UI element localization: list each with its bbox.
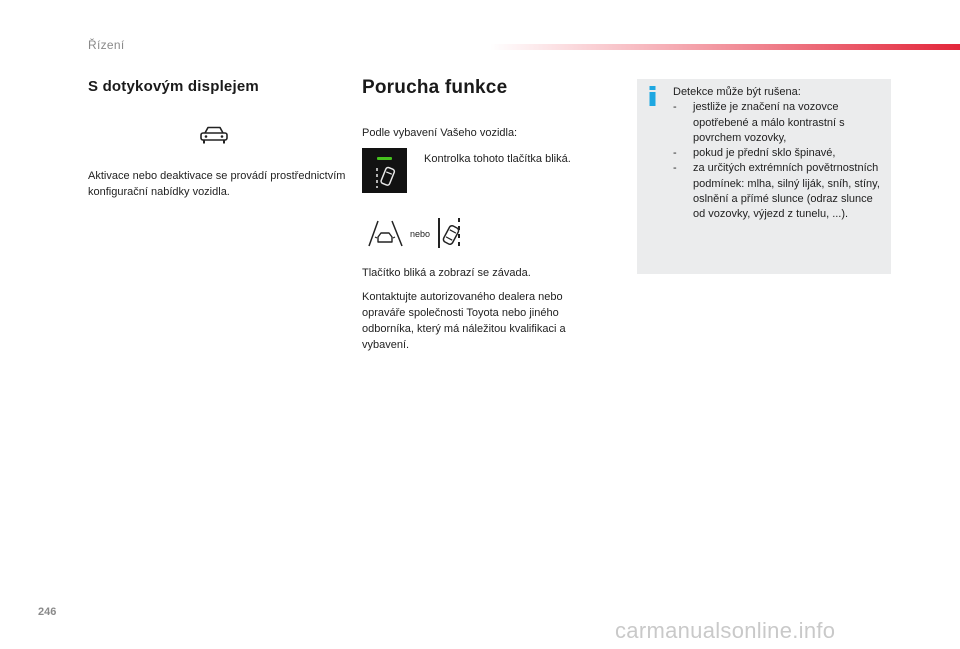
info-list-item: - za určitých extrémních povětrnostních podmínek: mlha, silný liják, sníh, stíny, oslnění a přímé slunce (odraz slunce od vozovky, výjezd z tunelu, ...). (673, 162, 880, 221)
info-list-item: - jestliže je značení na vozovce opotřebené a málo kontrastní s povrchem vozovky, (673, 101, 845, 144)
lane-assist-button-icon (362, 148, 407, 193)
section-title: Řízení (88, 38, 125, 52)
car-outline-icon (198, 124, 230, 146)
watermark: carmanualsonline.info (615, 618, 836, 643)
or-label: nebo (410, 229, 431, 239)
contact-dealer-text: Kontaktujte autorizovaného dealera nebo opraváře společnosti Toyota nebo jiného odborníka, který má náležitou kvalifikaci a vybavení. (362, 291, 566, 351)
info-text (673, 85, 885, 223)
info-icon (648, 86, 657, 106)
info-list-item: - pokud je přední sklo špinavé, (673, 147, 836, 160)
malfunction-heading: Porucha funkce (362, 77, 508, 98)
lane-keeping-icon (435, 216, 467, 250)
equipment-intro: Podle vybavení Vašeho vozidla: (362, 127, 518, 139)
fault-text: Tlačítko bliká a zobrazí se závada. (362, 267, 531, 279)
lane-warning-icon (366, 219, 404, 249)
page-number: 246 (38, 606, 57, 618)
indicator-flashing-text: Kontrolka tohoto tlačítka bliká. (424, 153, 571, 165)
activation-text: Aktivace nebo deaktivace se provádí prostřednictvím konfigurační nabídky vozidla. (88, 170, 346, 198)
info-title: Detekce může být rušena: (673, 86, 801, 98)
header-accent-bar (490, 44, 960, 50)
touchscreen-heading: S dotykovým displejem (88, 78, 259, 95)
